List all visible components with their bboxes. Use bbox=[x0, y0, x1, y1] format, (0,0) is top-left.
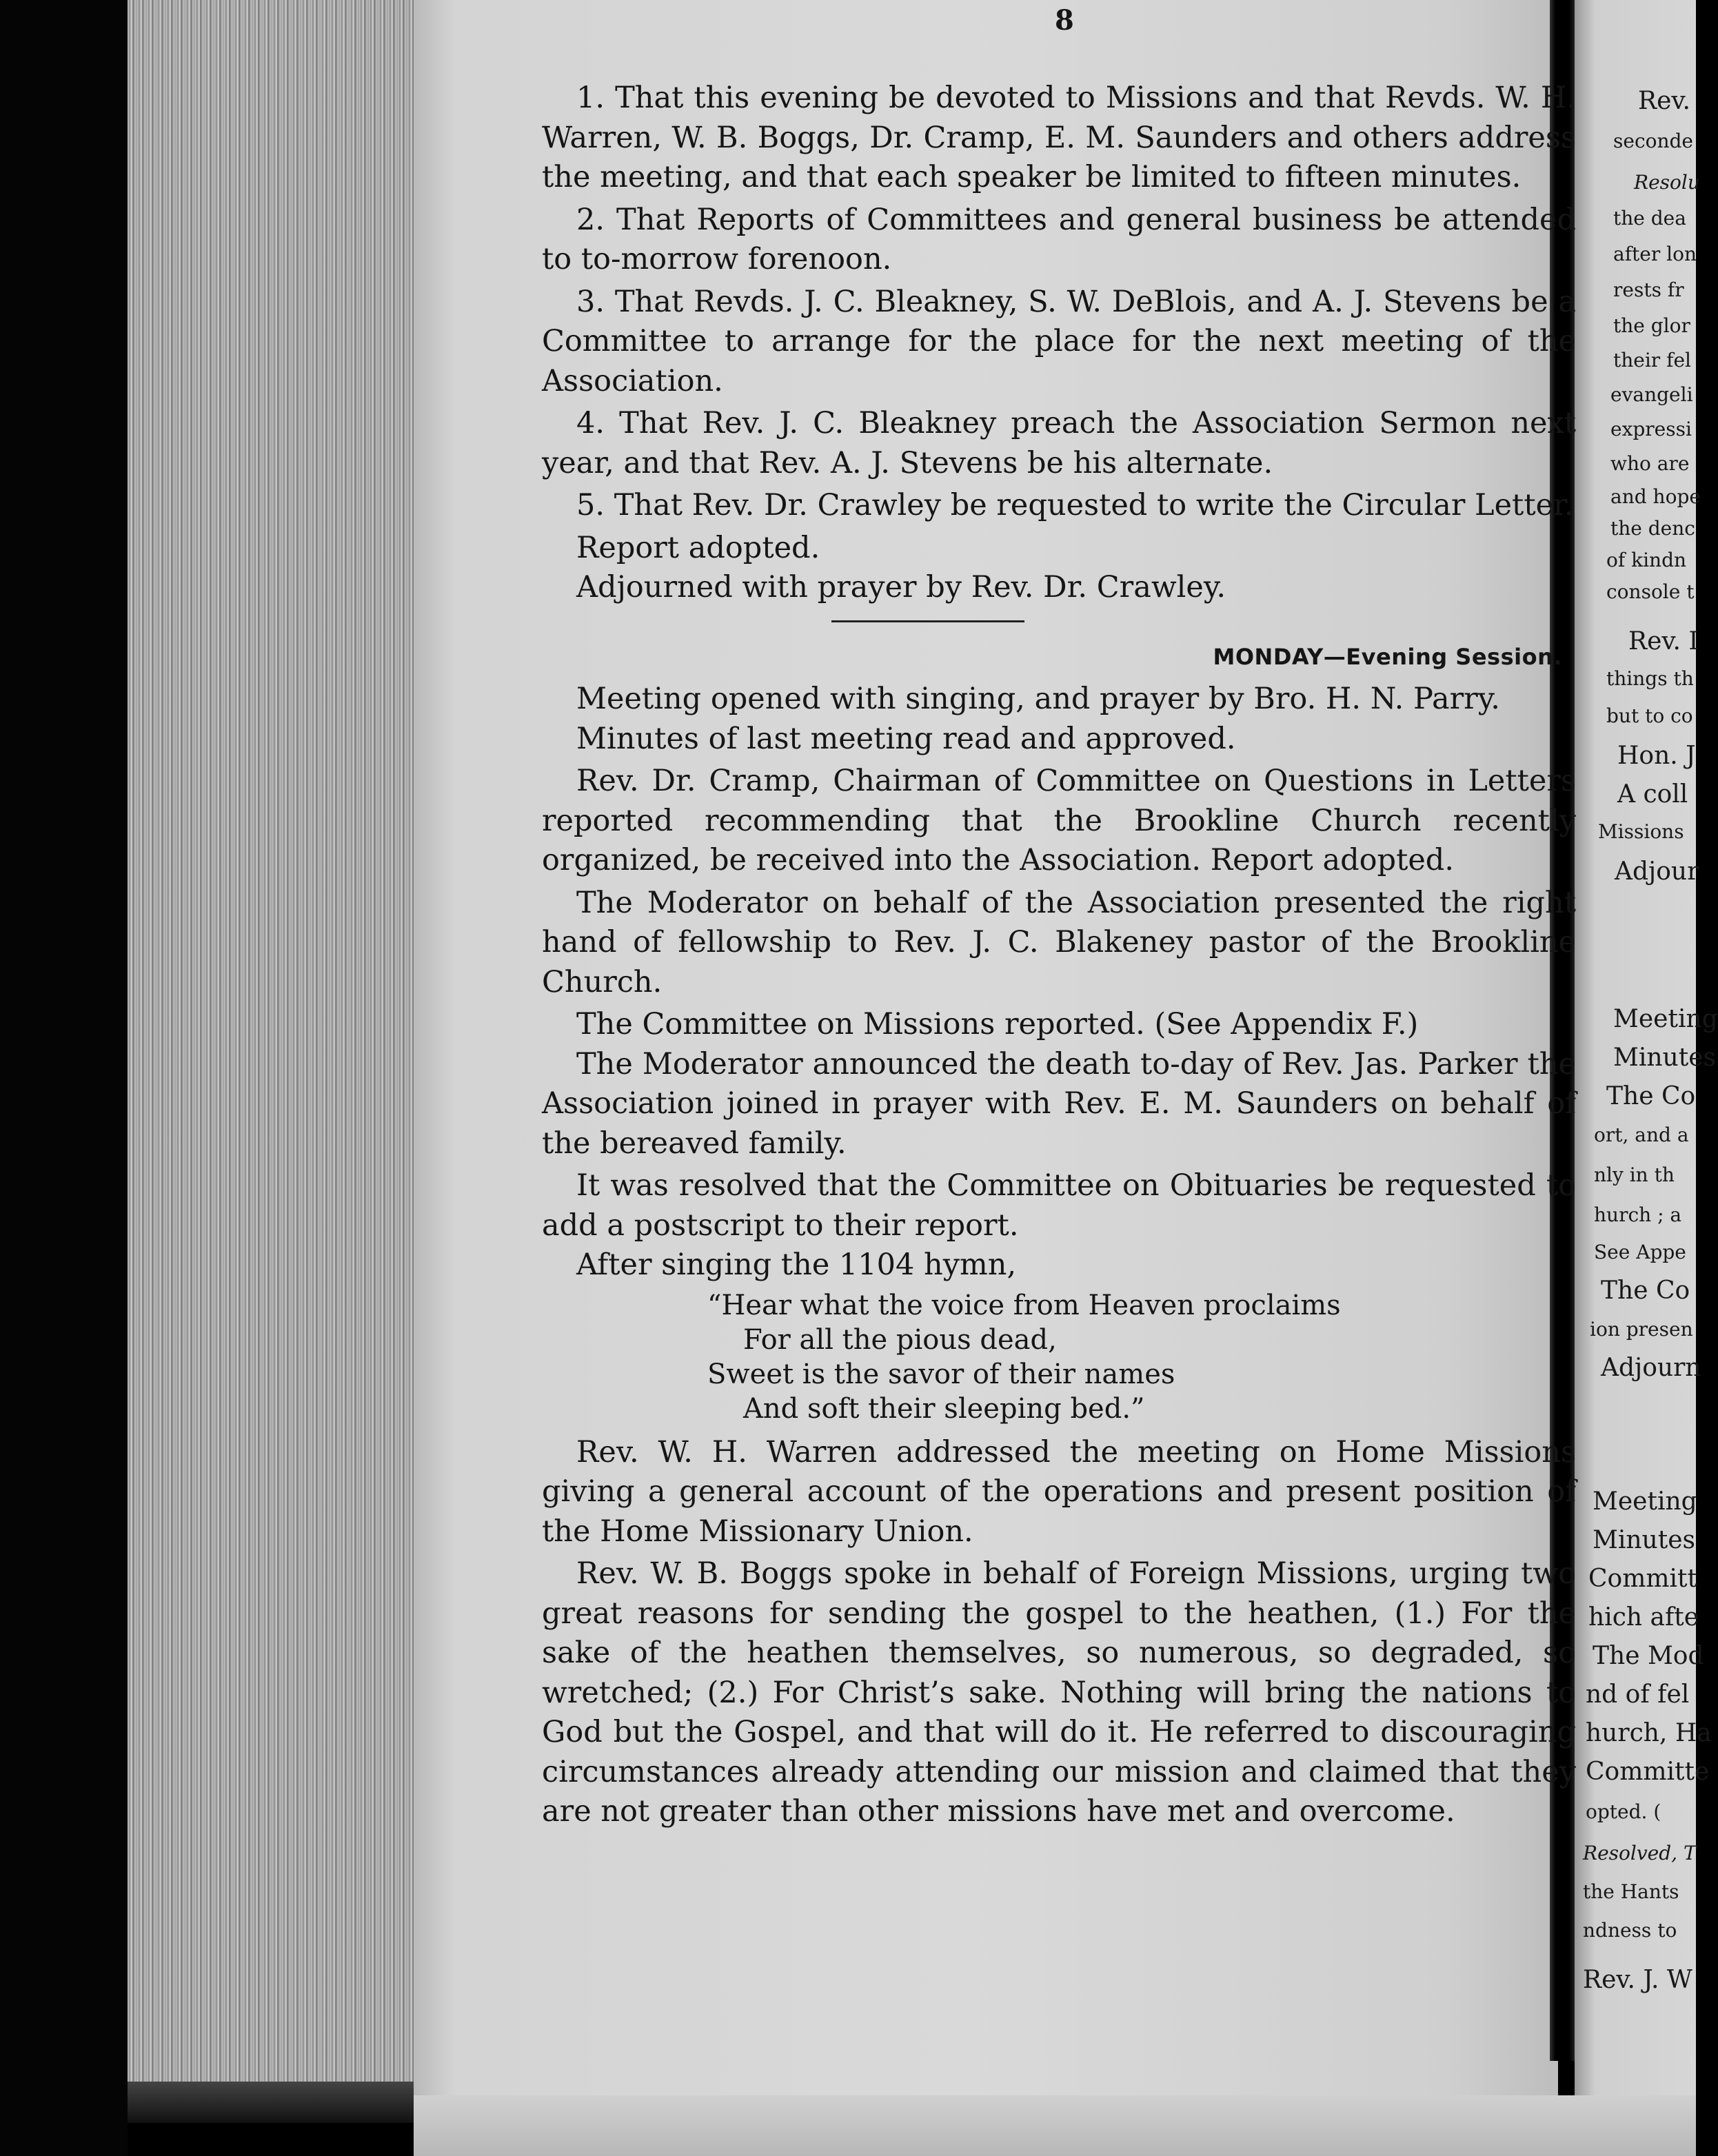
fragment-text: The Co bbox=[1601, 1277, 1690, 1305]
fragment-text: the glor bbox=[1613, 314, 1690, 337]
fragment-text: Minutes bbox=[1613, 1044, 1716, 1072]
minutes-paragraph: The Committee on Missions reported. (See Appendix F.) bbox=[576, 1007, 1419, 1041]
fragment-text: See Appe bbox=[1594, 1241, 1686, 1263]
fragment-text: after lon bbox=[1613, 243, 1697, 265]
fragment-text: ion presen bbox=[1590, 1318, 1693, 1341]
fragment-text: of kindn bbox=[1606, 549, 1687, 571]
resolution-item: 1. That this evening be devoted to Missions and that Revds. W. H. Warren, W. B. Boggs, Dr. Cramp, E. M. Saunders and others address the meeting, and that each speaker be limited to fifteen minutes. bbox=[542, 81, 1576, 194]
fragment-text: hurch, Ha bbox=[1586, 1719, 1712, 1747]
fragment-text: ndness to bbox=[1583, 1919, 1677, 1942]
minutes-paragraph: Rev. W. H. Warren addressed the meeting on Home Missions giving a general account of the operations and present position of the Home Missionary Union. bbox=[542, 1434, 1576, 1549]
page-body bbox=[542, 79, 1576, 1832]
resolution-item: 4. That Rev. J. C. Bleakney preach the Association Sermon next year, and that Rev. A. J. Stevens be his alternate. bbox=[542, 406, 1576, 480]
fragment-text: Missions bbox=[1598, 820, 1684, 843]
hymn-line: Sweet is the savor of their names bbox=[707, 1358, 1175, 1390]
fragment-text: seconde bbox=[1613, 130, 1694, 152]
fragment-text: console t bbox=[1606, 580, 1695, 603]
fragment-text: Meeting bbox=[1593, 1487, 1697, 1516]
section-divider bbox=[831, 620, 1024, 622]
fragment-text: nd of fel bbox=[1586, 1680, 1690, 1709]
minutes-paragraph: Minutes of last meeting read and approved. bbox=[576, 721, 1236, 756]
report-adopted: Report adopted. bbox=[576, 530, 820, 565]
fragment-text: Hon. J bbox=[1617, 742, 1696, 770]
fragment-text: Adjour bbox=[1615, 857, 1699, 886]
fragment-text: and hope bbox=[1610, 485, 1701, 508]
fragment-text: Adjourn bbox=[1601, 1354, 1701, 1382]
minutes-paragraph: The Moderator on behalf of the Association presented the right hand of fellowship to Rev. J. C. Blakeney pastor of the Brookline Church. bbox=[542, 885, 1576, 999]
fragment-text: rests fr bbox=[1613, 278, 1684, 301]
fragment-text: The Mod bbox=[1593, 1642, 1704, 1670]
hymn-verse bbox=[542, 1288, 1576, 1426]
fragment-text: nly in th bbox=[1594, 1163, 1675, 1186]
adjourned-line: Adjourned with prayer by Rev. Dr. Crawley. bbox=[576, 570, 1226, 604]
fragment-text: Committe bbox=[1586, 1758, 1710, 1786]
fragment-text: Rev. I bbox=[1628, 627, 1699, 655]
fragment-text: A coll bbox=[1617, 780, 1688, 808]
fragment-text: Rev. J. W bbox=[1583, 1966, 1692, 1994]
resolution-item: 5. That Rev. Dr. Crawley be requested to write the Circular Letter. bbox=[576, 488, 1574, 522]
resolution-item: 2. That Reports of Committees and general business be attended to to-morrow forenoon. bbox=[542, 202, 1576, 276]
minutes-paragraph: Rev. W. B. Boggs spoke in behalf of Foreign Missions, urging two great reasons for sending the gospel to the heathen, (1.) For the sake of the heathen themselves, so numerous, so degraded, so wretched; (2.) For Christ’s sake. Nothing will bring the nations to God but the Gospel, and that will do it. He referred to discouraging circumstances already attending our mission and claimed that they are not greater than other missions have met and overcome. bbox=[542, 1556, 1576, 1829]
minutes-paragraph: Rev. Dr. Cramp, Chairman of Committee on Questions in Letters reported recommending that the Brookline Church recently organized, be received into the Association. Report adopted. bbox=[542, 764, 1576, 877]
fragment-text: Meeting bbox=[1613, 1005, 1718, 1033]
page-bottom-edge bbox=[414, 2095, 1696, 2156]
fragment-text: things th bbox=[1606, 667, 1694, 690]
fragment-text: opted. ( bbox=[1586, 1800, 1661, 1823]
page-number: 8 bbox=[1055, 4, 1074, 37]
fragment-text: the dea bbox=[1613, 207, 1686, 230]
resolution-item: 3. That Revds. J. C. Bleakney, S. W. DeBlois, and A. J. Stevens be a Committee to arrange for the place for the next meeting of the Association. bbox=[542, 284, 1576, 398]
fragment-text: Resolu bbox=[1634, 171, 1700, 194]
fragment-text: ort, and a bbox=[1594, 1123, 1689, 1146]
minutes-paragraph: It was resolved that the Committee on Obituaries be requested to add a postscript to their report. bbox=[542, 1168, 1576, 1243]
fragment-text: the denc bbox=[1610, 517, 1695, 540]
fragment-text: expressi bbox=[1610, 418, 1692, 440]
fragment-text: Rev. bbox=[1638, 87, 1690, 115]
fragment-text: who are bbox=[1610, 452, 1690, 475]
fragment-text: Minutes bbox=[1593, 1526, 1695, 1554]
fragment-text: Resolved, T bbox=[1583, 1842, 1697, 1864]
hymn-line: “Hear what the voice from Heaven proclaims bbox=[707, 1289, 1341, 1321]
minutes-paragraph: The Moderator announced the death to-day of Rev. Jas. Parker the Association joined in prayer with Rev. E. M. Saunders on behalf of the bereaved family. bbox=[542, 1046, 1576, 1161]
fragment-text: their fel bbox=[1613, 349, 1691, 372]
scan-dark-border bbox=[0, 0, 128, 2156]
fragment-text: hurch ; a bbox=[1594, 1203, 1682, 1226]
minutes-paragraph: Meeting opened with singing, and prayer by Bro. H. N. Parry. bbox=[576, 682, 1500, 716]
fragment-text: evangeli bbox=[1610, 383, 1693, 406]
hymn-line: For all the pious dead, bbox=[743, 1323, 1057, 1356]
book-page-edges bbox=[128, 0, 416, 2123]
minutes-paragraph: After singing the 1104 hymn, bbox=[576, 1248, 1017, 1282]
fragment-text: the Hants bbox=[1583, 1880, 1679, 1903]
fragment-text: but to co bbox=[1606, 704, 1693, 727]
fragment-text: Committ bbox=[1588, 1565, 1697, 1593]
hymn-line: And soft their sleeping bed.” bbox=[743, 1392, 1145, 1425]
fragment-text: The Co bbox=[1606, 1082, 1696, 1110]
session-heading: MONDAY—Evening Session. bbox=[1213, 643, 1562, 670]
fragment-text: hich afte bbox=[1588, 1603, 1699, 1631]
